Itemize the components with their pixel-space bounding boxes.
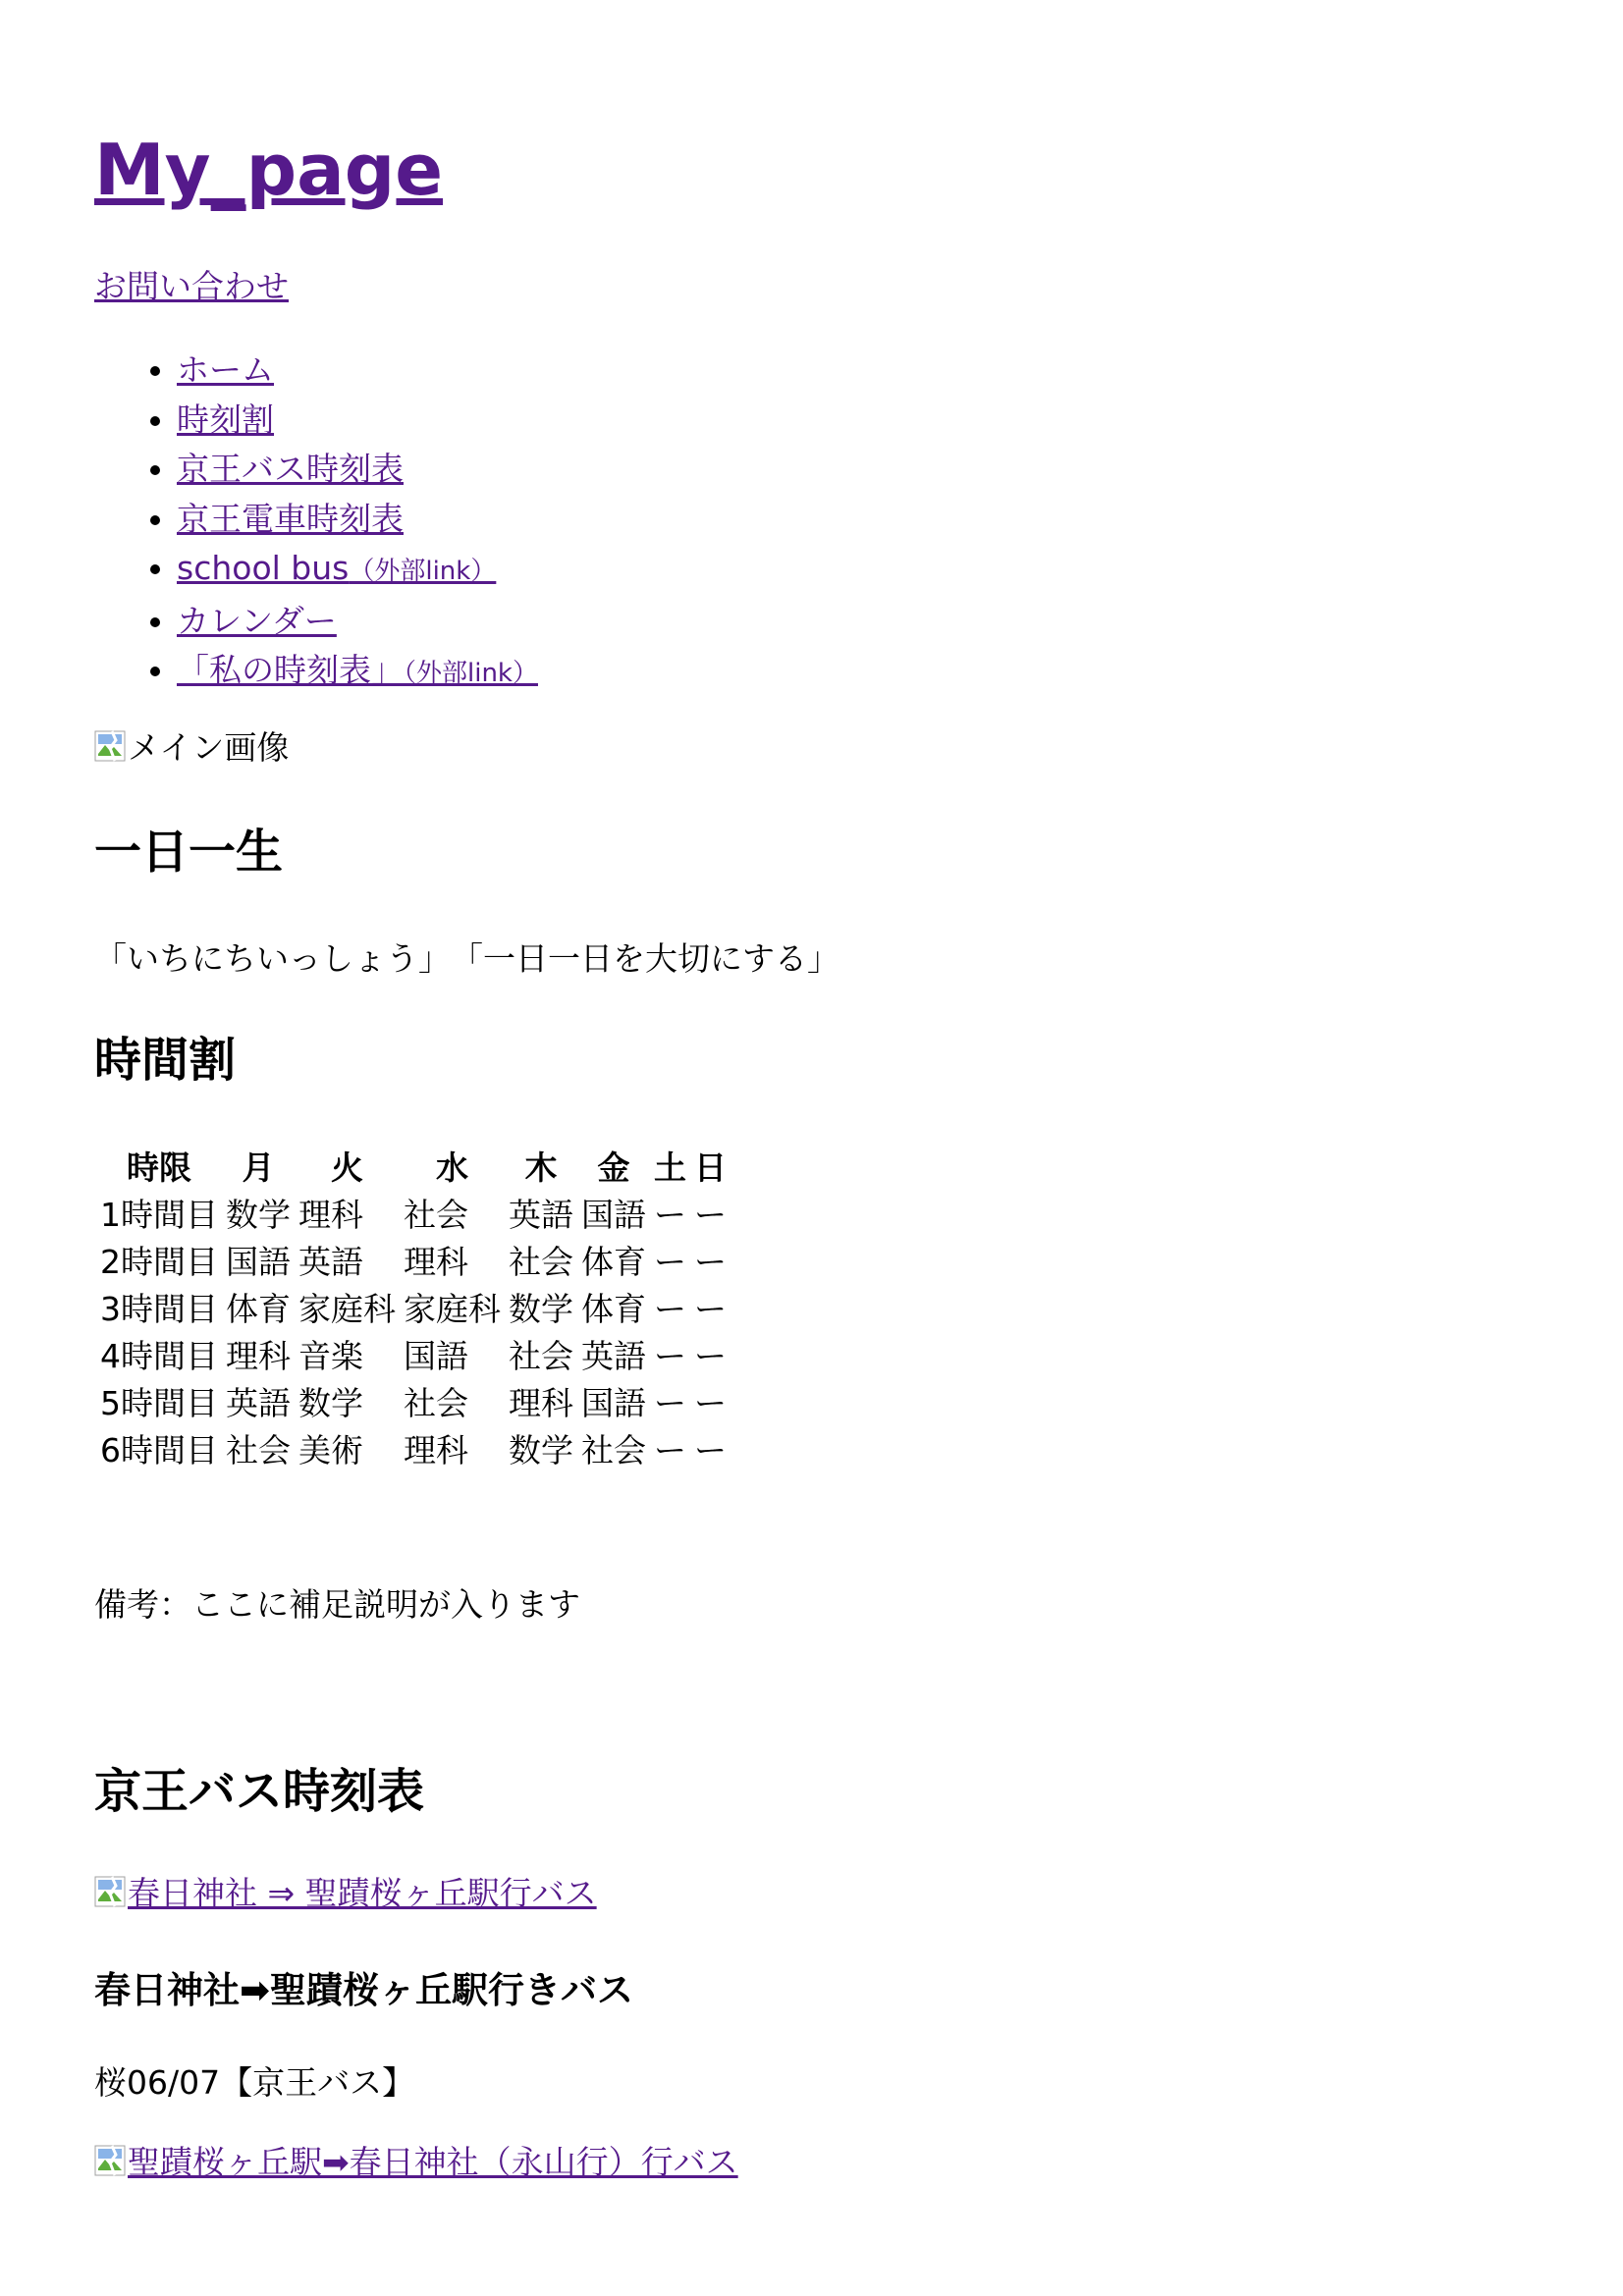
table-cell: ー: [694, 1290, 727, 1328]
bus-link-alt-text: 春日神社 ⇒ 聖蹟桜ヶ丘駅行バス: [128, 1874, 597, 1912]
nav-link-timetable[interactable]: [177, 400, 274, 439]
timetable-remarks: 備考：ここに補足説明が入ります: [94, 1585, 580, 1624]
table-cell: ー: [654, 1290, 686, 1328]
main-image-alt-text: メイン画像: [128, 728, 290, 767]
nav-link-label: 「私の時刻表」: [177, 651, 404, 689]
nav-link-keio-bus[interactable]: [177, 450, 404, 488]
bus-timetable-link-kasuga-to-seiseki[interactable]: [94, 1872, 597, 1915]
column-header-wed: 水: [436, 1148, 468, 1187]
table-cell: 国語: [226, 1243, 291, 1281]
table-cell: 4時間目: [100, 1337, 218, 1375]
broken-image-icon: [94, 730, 126, 762]
table-cell: ー: [694, 1431, 727, 1469]
external-link-note: （外部link）: [349, 557, 497, 586]
column-header-fri: 金: [597, 1148, 630, 1187]
table-cell: 6時間目: [100, 1431, 218, 1469]
table-cell: 英語: [298, 1243, 363, 1281]
table-cell: ー: [694, 1196, 727, 1234]
table-cell: 家庭科: [298, 1290, 396, 1328]
table-cell: 美術: [298, 1431, 363, 1469]
table-cell: 社会: [509, 1337, 573, 1375]
main-image: [94, 726, 289, 770]
table-cell: 数学: [226, 1196, 291, 1234]
nav-item-calendar: [177, 597, 538, 647]
table-row: [98, 1429, 729, 1472]
table-cell: 英語: [581, 1337, 646, 1375]
column-header-mon: 月: [242, 1148, 275, 1187]
timetable: [94, 1143, 732, 1476]
table-cell: 理科: [226, 1337, 291, 1375]
table-cell: 1時間目: [100, 1196, 218, 1234]
table-cell: ー: [654, 1431, 686, 1469]
nav-item-my-timetable: [177, 646, 538, 699]
table-cell: 数学: [509, 1290, 573, 1328]
table-cell: ー: [694, 1243, 727, 1281]
table-row: [98, 1335, 729, 1378]
column-header-tue: 火: [331, 1148, 363, 1187]
table-cell: ー: [694, 1337, 727, 1375]
nav-link-home[interactable]: [177, 350, 274, 389]
bus-route-note: 桜06/07【京王バス】: [94, 2063, 415, 2102]
nav-link-label: カレンダー: [177, 601, 337, 640]
column-header-period: 時限: [127, 1148, 191, 1187]
table-cell: 家庭科: [404, 1290, 501, 1328]
table-cell: 5時間目: [100, 1384, 218, 1422]
motto-text: 「いちにちいっしょう」 「一日一日を大切にする」: [94, 939, 839, 978]
table-row: [98, 1288, 729, 1331]
table-row: [98, 1241, 729, 1284]
table-cell: 理科: [509, 1384, 573, 1422]
table-cell: 国語: [581, 1196, 646, 1234]
nav-link-label: 京王バス時刻表: [177, 450, 404, 488]
nav-link-label: ホーム: [177, 350, 274, 389]
nav-link-calendar[interactable]: [177, 602, 337, 640]
table-cell: 社会: [404, 1196, 468, 1234]
main-nav: [94, 346, 538, 699]
nav-item-school-bus: [177, 544, 538, 597]
column-header-thu: 木: [524, 1148, 558, 1187]
table-row: [98, 1382, 729, 1425]
bus-link-alt-text: 聖蹟桜ヶ丘駅➡春日神社（永山行）行バス: [128, 2143, 738, 2181]
site-title-link[interactable]: My_page: [94, 129, 444, 211]
table-cell: ー: [654, 1243, 686, 1281]
table-cell: ー: [654, 1196, 686, 1234]
table-cell: ー: [694, 1384, 727, 1422]
nav-item-keio-train: [177, 495, 538, 545]
table-cell: 2時間目: [100, 1243, 218, 1281]
nav-link-label: 京王電車時刻表: [177, 499, 404, 538]
table-cell: 国語: [581, 1384, 646, 1422]
nav-link-my-timetable[interactable]: [177, 651, 538, 689]
contact-link[interactable]: お問い合わせ: [94, 267, 289, 305]
column-header-sat: 土: [654, 1148, 686, 1187]
nav-link-school-bus[interactable]: [177, 549, 496, 587]
bus-timetable-link-seiseki-to-kasuga[interactable]: [94, 2141, 738, 2184]
broken-image-icon: [94, 2145, 126, 2176]
table-cell: 社会: [509, 1243, 573, 1281]
table-cell: 理科: [404, 1243, 468, 1281]
table-cell: 社会: [404, 1384, 468, 1422]
nav-item-timetable: [177, 396, 538, 446]
table-row: [98, 1194, 729, 1237]
nav-item-home: [177, 346, 538, 396]
broken-image-icon: [94, 1876, 126, 1907]
table-cell: 数学: [298, 1384, 363, 1422]
nav-link-label: school bus: [177, 549, 350, 587]
table-cell: 体育: [581, 1243, 646, 1281]
page-title: [94, 126, 443, 214]
table-cell: 体育: [226, 1290, 291, 1328]
table-cell: 数学: [509, 1431, 573, 1469]
nav-link-label: 時刻割: [177, 400, 274, 439]
bus-timetable-heading: 京王バス時刻表: [94, 1764, 425, 1819]
table-cell: 音楽: [298, 1337, 363, 1375]
bus-route-subheading: 春日神社➡聖蹟桜ヶ丘駅行きバス: [94, 1969, 634, 2011]
motto-heading: 一日一生: [94, 825, 284, 880]
table-cell: 社会: [581, 1431, 646, 1469]
external-link-note: （外部link）: [404, 659, 538, 688]
table-cell: 英語: [509, 1196, 573, 1234]
table-cell: 理科: [298, 1196, 363, 1234]
table-cell: 体育: [581, 1290, 646, 1328]
table-cell: 社会: [226, 1431, 291, 1469]
table-header-row: [98, 1147, 729, 1190]
table-cell: 英語: [226, 1384, 291, 1422]
table-cell: 理科: [404, 1431, 468, 1469]
nav-item-keio-bus: [177, 445, 538, 495]
table-cell: 国語: [404, 1337, 468, 1375]
table-cell: ー: [654, 1384, 686, 1422]
nav-link-keio-train[interactable]: [177, 500, 404, 538]
table-cell: ー: [654, 1337, 686, 1375]
timetable-heading: 時間割: [94, 1033, 237, 1088]
column-header-sun: 日: [694, 1148, 727, 1187]
table-cell: 3時間目: [100, 1290, 218, 1328]
